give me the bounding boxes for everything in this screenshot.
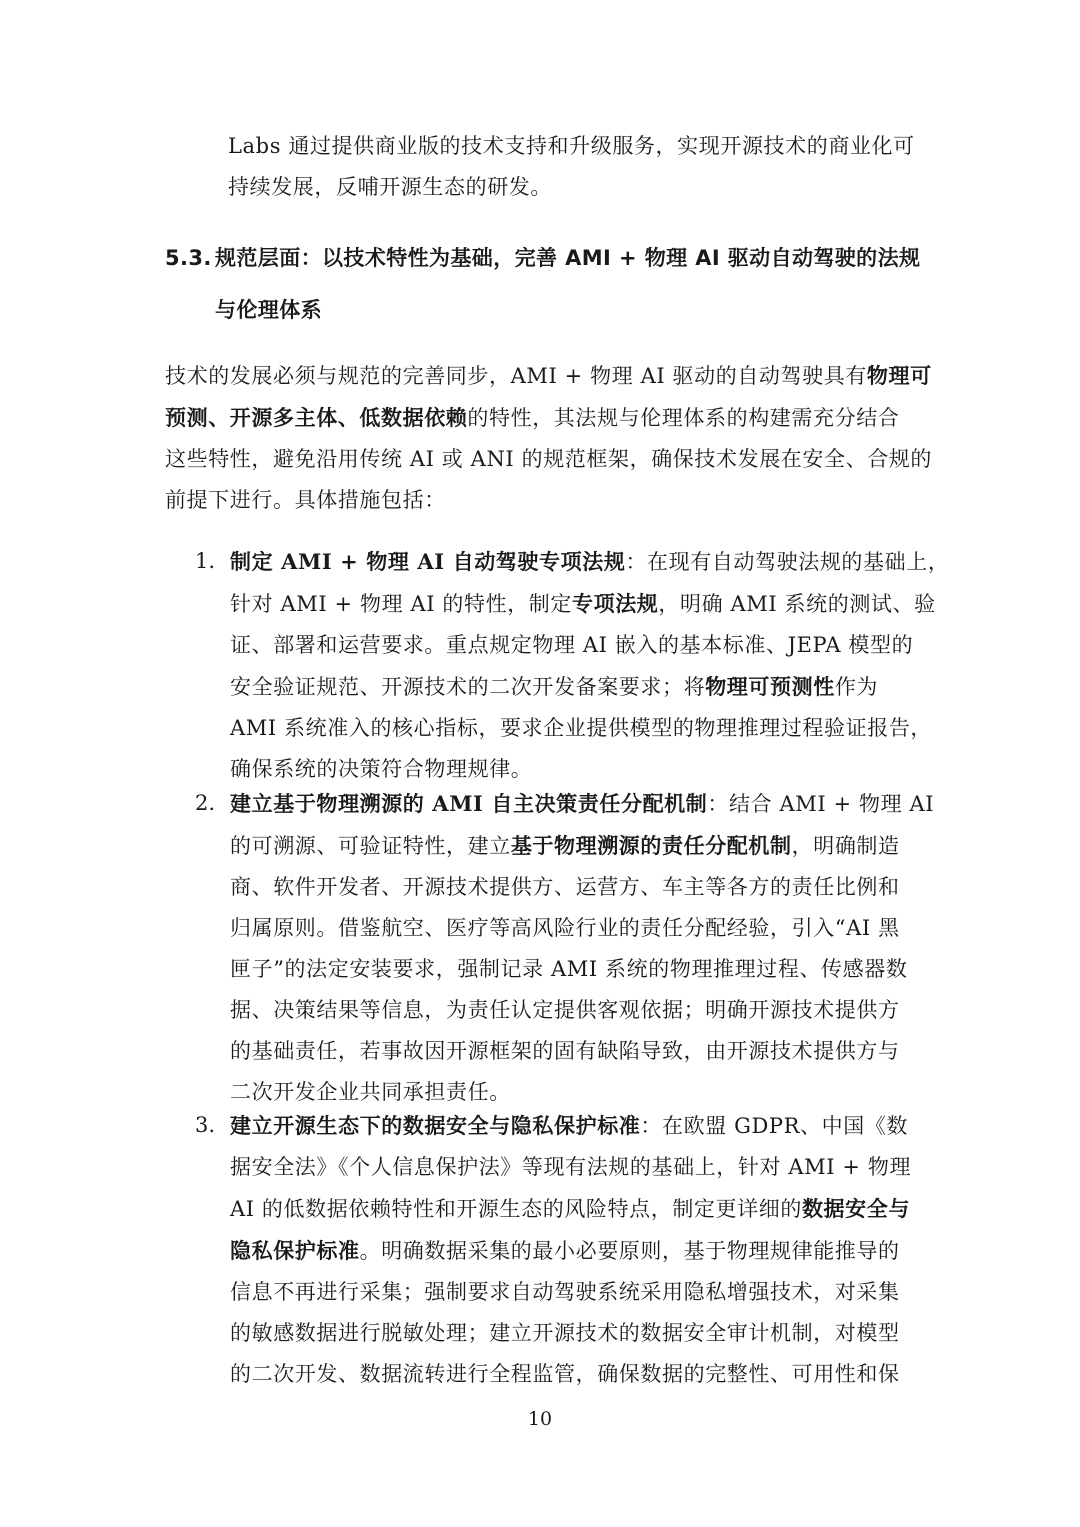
section-number: 5.3. xyxy=(165,246,212,270)
bold-text: 隐私保护标准 xyxy=(230,1238,360,1263)
text-line: 的基础责任，若事故因开源框架的固有缺陷导致，由开源技术提供方与 xyxy=(230,1039,900,1063)
list-item-body xyxy=(230,783,935,1113)
text-run: 作为 xyxy=(834,675,879,699)
text-line: 的敏感数据进行脱敏处理；建立开源技术的数据安全审计机制，对模型 xyxy=(230,1321,900,1345)
list-number: 2. xyxy=(195,791,216,815)
text-line xyxy=(165,397,925,439)
text-line xyxy=(230,825,930,867)
list-number: 1. xyxy=(195,549,216,573)
text-line: 据安全法》《个人信息保护法》等现有法规的基础上，针对 AMI + 物理 xyxy=(230,1155,912,1179)
text-line: 二次开发企业共同承担责任。 xyxy=(230,1080,511,1104)
text-run: 安全验证规范、开源技术的二次开发备案要求；将 xyxy=(230,675,706,699)
text-run: ：结合 AMI + 物理 AI xyxy=(707,792,935,816)
list-item-body xyxy=(230,1105,930,1395)
text-line: 的二次开发、数据流转进行全程监管，确保数据的完整性、可用性和保 xyxy=(230,1362,900,1386)
text-line: 确保系统的决策符合物理规律。 xyxy=(230,757,533,781)
bold-text: 制定 AMI + 物理 AI 自动驾驶专项法规 xyxy=(230,549,626,574)
text-run: ，明确制造 xyxy=(791,834,900,858)
text-line: 匣子”的法定安装要求，强制记录 AMI 系统的物理推理过程、传感器数 xyxy=(230,957,908,981)
text-line: 据、决策结果等信息，为责任认定提供客观依据；明确开源技术提供方 xyxy=(230,998,900,1022)
text-line xyxy=(230,1105,930,1147)
text-run: ：在现有自动驾驶法规的基础上， xyxy=(625,550,950,574)
bold-text: 专项法规 xyxy=(572,591,659,616)
lead-paragraph xyxy=(165,355,932,521)
text-line xyxy=(230,541,950,583)
text-run: 技术的发展必须与规范的完善同步，AMI + 物理 AI 驱动的自动驾驶具有 xyxy=(165,364,867,388)
text-run: ，明确 AMI 系统的测试、验 xyxy=(658,592,936,616)
text-line: 前提下进行。具体措施包括： xyxy=(165,488,446,512)
text-line: 商、软件开发者、开源技术提供方、运营方、车主等各方的责任比例和 xyxy=(230,875,900,899)
text-run: 的特性，其法规与伦理体系的构建需充分结合 xyxy=(467,406,900,430)
intro-paragraph xyxy=(228,126,928,208)
section-heading xyxy=(165,232,925,336)
text-run: 。明确数据采集的最小必要原则，基于物理规律能推导的 xyxy=(359,1239,900,1263)
list-item-body xyxy=(230,541,950,790)
bold-text: 数据安全与 xyxy=(801,1196,910,1221)
text-line xyxy=(230,1230,930,1272)
text-line xyxy=(165,355,932,397)
text-run: 针对 AMI + 物理 AI 的特性，制定 xyxy=(230,592,572,616)
text-line: 信息不再进行采集；强制要求自动驾驶系统采用隐私增强技术，对采集 xyxy=(230,1280,900,1304)
text-run: 的可溯源、可验证特性，建立 xyxy=(230,834,511,858)
text-line: AMI 系统准入的核心指标，要求企业提供模型的物理推理过程验证报告， xyxy=(230,716,933,740)
text-run: AI 的低数据依赖特性和开源生态的风险特点，制定更详细的 xyxy=(230,1197,802,1221)
text-line: 持续发展，反哺开源生态的研发。 xyxy=(228,175,552,199)
page-number: 10 xyxy=(527,1408,553,1430)
text-run: ：在欧盟 GDPR、中国《数 xyxy=(640,1114,909,1138)
bold-text: 基于物理溯源的责任分配机制 xyxy=(510,833,792,858)
bold-text: 物理可 xyxy=(866,363,932,388)
bold-text: 建立基于物理溯源的 AMI 自主决策责任分配机制 xyxy=(230,791,708,816)
list-number: 3. xyxy=(195,1113,216,1137)
text-line xyxy=(230,666,930,708)
text-line xyxy=(230,583,936,625)
section-title-line: 与伦理体系 xyxy=(215,298,322,322)
bold-text: 建立开源生态下的数据安全与隐私保护标准 xyxy=(230,1113,641,1138)
text-line xyxy=(230,783,935,825)
bold-text: 预测、开源多主体、低数据依赖 xyxy=(165,405,468,430)
bold-text: 物理可预测性 xyxy=(705,674,835,699)
text-line: 这些特性，避免沿用传统 AI 或 ANI 的规范框架，确保技术发展在安全、合规的 xyxy=(165,447,932,471)
text-line xyxy=(230,1188,930,1230)
section-title-line: 规范层面：以技术特性为基础，完善 AMI + 物理 AI 驱动自动驾驶的法规 xyxy=(215,246,921,270)
text-line: 证、部署和运营要求。重点规定物理 AI 嵌入的基本标准、JEPA 模型的 xyxy=(230,633,914,657)
text-line: 归属原则。借鉴航空、医疗等高风险行业的责任分配经验，引入“AI 黑 xyxy=(230,916,900,940)
text-line: Labs 通过提供商业版的技术支持和升级服务，实现开源技术的商业化可 xyxy=(228,134,915,158)
